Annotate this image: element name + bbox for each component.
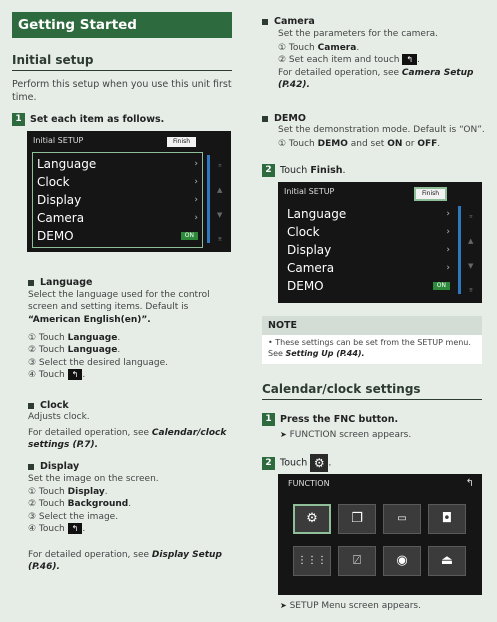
initial-setup-intro: Perform this setup when you use this unit first time. bbox=[12, 79, 232, 104]
screen-off-icon: ⍁ bbox=[353, 553, 361, 569]
step-text: Touch Finish. bbox=[280, 165, 346, 176]
windows-icon: ❐ bbox=[351, 511, 363, 527]
chevron-right-icon: › bbox=[194, 176, 198, 187]
display-button[interactable] bbox=[383, 504, 421, 534]
camera-desc: Set the parameters for the camera. bbox=[278, 29, 439, 39]
menu-item-language[interactable]: Language › bbox=[287, 206, 450, 221]
menu-item-clock[interactable]: Clock › bbox=[287, 224, 450, 239]
finish-button[interactable]: Finish bbox=[167, 137, 196, 147]
camera-subheading bbox=[262, 15, 315, 28]
setup-menu bbox=[32, 152, 203, 248]
note-link[interactable]: Setting Up (P.44). bbox=[285, 348, 365, 358]
function-screen bbox=[278, 474, 482, 595]
on-badge[interactable]: ON bbox=[181, 232, 198, 240]
note-box bbox=[262, 316, 482, 364]
display-steps bbox=[28, 486, 231, 536]
clock-title: Clock bbox=[40, 400, 69, 411]
display-ref bbox=[28, 549, 231, 574]
gear-icon: ⚙ bbox=[306, 511, 318, 527]
menu-label: Display bbox=[37, 192, 82, 207]
display-subheading bbox=[28, 460, 79, 473]
arrow-right-icon: ➤ bbox=[280, 430, 287, 439]
back-icon: ↰ bbox=[68, 523, 83, 534]
setup-menu bbox=[283, 203, 454, 299]
step-text: Touch ⚙ . bbox=[280, 454, 331, 472]
language-desc bbox=[28, 289, 231, 326]
demo-desc: Set the demonstration mode. Default is “ON”. bbox=[278, 125, 485, 135]
camera-steps bbox=[278, 42, 488, 92]
chevron-right-icon: › bbox=[446, 244, 450, 255]
menu-item-clock[interactable] bbox=[33, 173, 202, 191]
scroll-down-icon[interactable]: ▼ bbox=[217, 211, 223, 219]
step-number: 2 bbox=[262, 457, 275, 470]
setup-gear-button[interactable] bbox=[293, 504, 331, 534]
screen-switch-button[interactable] bbox=[338, 504, 376, 534]
display-desc: Set the image on the screen. bbox=[28, 474, 159, 484]
calendar-step-2 bbox=[262, 454, 331, 472]
keypad-button[interactable] bbox=[293, 546, 331, 576]
screen-title: FUNCTION bbox=[288, 479, 330, 488]
section-heading-calendar: Calendar/clock settings bbox=[262, 381, 482, 400]
chevron-right-icon: › bbox=[194, 158, 198, 169]
menu-item-demo[interactable]: DEMO ON bbox=[283, 277, 454, 295]
display-ref-text: For detailed operation, see bbox=[28, 550, 150, 560]
menu-label: Clock bbox=[37, 174, 70, 189]
calendar-step1-result: ➤ FUNCTION screen appears. bbox=[280, 430, 412, 440]
menu-label: Camera bbox=[37, 210, 85, 225]
scroll-bottom-icon[interactable]: ⌆ bbox=[468, 286, 474, 294]
language-subheading bbox=[28, 276, 248, 289]
display-ref-link[interactable]: Display Setup (P.46). bbox=[28, 550, 222, 573]
menu-label: Language bbox=[37, 156, 97, 171]
scroll-up-icon[interactable]: ⌅ bbox=[468, 212, 474, 220]
language-desc-text: Select the language used for the control screen and setting items. Default is bbox=[28, 290, 210, 313]
arrow-right-icon: ➤ bbox=[280, 601, 287, 610]
step-line: ④ Touch ↰ . bbox=[28, 370, 86, 381]
grid-icon: ⋮⋮⋮ bbox=[297, 555, 327, 567]
clock-ref bbox=[28, 427, 231, 452]
camera-title: Camera bbox=[274, 16, 315, 27]
camera-ref-link[interactable]: Camera Setup (P.42). bbox=[278, 67, 474, 91]
note-title: NOTE bbox=[262, 316, 482, 335]
step-text: Set each item as follows. bbox=[30, 114, 165, 125]
demo-title: DEMO bbox=[274, 113, 306, 124]
demo-steps: ① Touch DEMO and set ON or OFF. bbox=[278, 139, 441, 149]
scroll-up-icon[interactable]: ▲ bbox=[217, 186, 223, 194]
speaker-icon: ◉ bbox=[396, 553, 408, 569]
step-number: 1 bbox=[12, 113, 25, 126]
step-line: ③ Select the desired language. bbox=[28, 357, 169, 368]
clock-ref-link[interactable]: Calendar/clock settings (P.7). bbox=[28, 428, 227, 451]
language-default-value: “American English(en)”. bbox=[28, 314, 151, 325]
camera-view-button[interactable] bbox=[428, 504, 466, 534]
step-line: ④ Touch ↰ . bbox=[28, 524, 86, 535]
menu-item-display[interactable] bbox=[33, 191, 202, 209]
note-text: • These settings can be set from the SETUP menu. See Setting Up (P.44). bbox=[268, 338, 471, 358]
initial-setup-screen-2 bbox=[278, 182, 482, 303]
menu-item-display[interactable]: Display › bbox=[287, 242, 450, 257]
step-line: ① Touch Camera. bbox=[278, 43, 360, 53]
scrollbar[interactable] bbox=[458, 206, 461, 294]
menu-item-camera[interactable] bbox=[33, 209, 202, 227]
step-line: ② Set each item and touch ↰ . bbox=[278, 55, 420, 66]
language-steps bbox=[28, 332, 231, 382]
ref-line: For detailed operation, see Camera Setup (P.42). bbox=[278, 67, 474, 91]
scroll-bottom-icon[interactable]: ⌆ bbox=[217, 235, 223, 243]
step-number: 2 bbox=[262, 164, 275, 177]
back-icon[interactable]: ↰ bbox=[465, 478, 474, 489]
menu-item-camera[interactable]: Camera › bbox=[287, 260, 450, 275]
camera-icon: ◘ bbox=[441, 511, 453, 527]
chevron-right-icon: › bbox=[194, 212, 198, 223]
section-heading-initial-setup: Initial setup bbox=[12, 52, 232, 71]
eject-button[interactable] bbox=[428, 546, 466, 576]
scroll-down-icon[interactable]: ▼ bbox=[468, 262, 474, 270]
menu-item-language[interactable] bbox=[33, 155, 202, 173]
scrollbar[interactable] bbox=[207, 155, 210, 243]
display-title: Display bbox=[40, 461, 80, 472]
chevron-right-icon: › bbox=[446, 262, 450, 273]
clock-desc: Adjusts clock. bbox=[28, 412, 90, 422]
screen-title: Initial SETUP bbox=[284, 187, 335, 196]
step-line: ② Touch Language. bbox=[28, 345, 121, 356]
chevron-right-icon: › bbox=[446, 208, 450, 219]
screen-off-button[interactable] bbox=[338, 546, 376, 576]
step-line: ① Touch Language. bbox=[28, 333, 121, 343]
back-icon: ↰ bbox=[402, 54, 417, 65]
step-1 bbox=[12, 113, 232, 126]
chevron-right-icon: › bbox=[446, 226, 450, 237]
calendar-step2-result: ➤ SETUP Menu screen appears. bbox=[280, 601, 421, 611]
step-number: 1 bbox=[262, 413, 275, 426]
step-text: Press the FNC button. bbox=[280, 414, 399, 425]
menu-item-demo[interactable] bbox=[33, 227, 202, 245]
audio-button[interactable] bbox=[383, 546, 421, 576]
finish-button[interactable]: Finish bbox=[414, 187, 447, 201]
clock-ref-text: For detailed operation, see bbox=[28, 428, 150, 438]
language-title: Language bbox=[40, 277, 93, 288]
step-line: ③ Select the image. bbox=[28, 511, 119, 522]
screen-title: Initial SETUP bbox=[33, 136, 84, 145]
eject-icon: ⏏ bbox=[440, 553, 454, 569]
scroll-up-icon[interactable]: ⌅ bbox=[217, 161, 223, 169]
step-line: ① Touch Display. bbox=[28, 487, 108, 497]
scroll-up-icon[interactable]: ▲ bbox=[468, 237, 474, 245]
menu-label: DEMO bbox=[37, 228, 74, 243]
calendar-step-1 bbox=[262, 413, 398, 426]
step-2 bbox=[262, 164, 346, 177]
back-icon: ↰ bbox=[68, 369, 83, 380]
gear-icon: ⚙ bbox=[310, 454, 328, 472]
chevron-right-icon: › bbox=[194, 194, 198, 205]
screen-icon: ▭ bbox=[397, 513, 407, 525]
initial-setup-screen bbox=[27, 131, 231, 252]
step-line: ② Touch Background. bbox=[28, 499, 132, 510]
page-title: Getting Started bbox=[12, 12, 232, 38]
on-badge[interactable]: ON bbox=[433, 282, 450, 290]
